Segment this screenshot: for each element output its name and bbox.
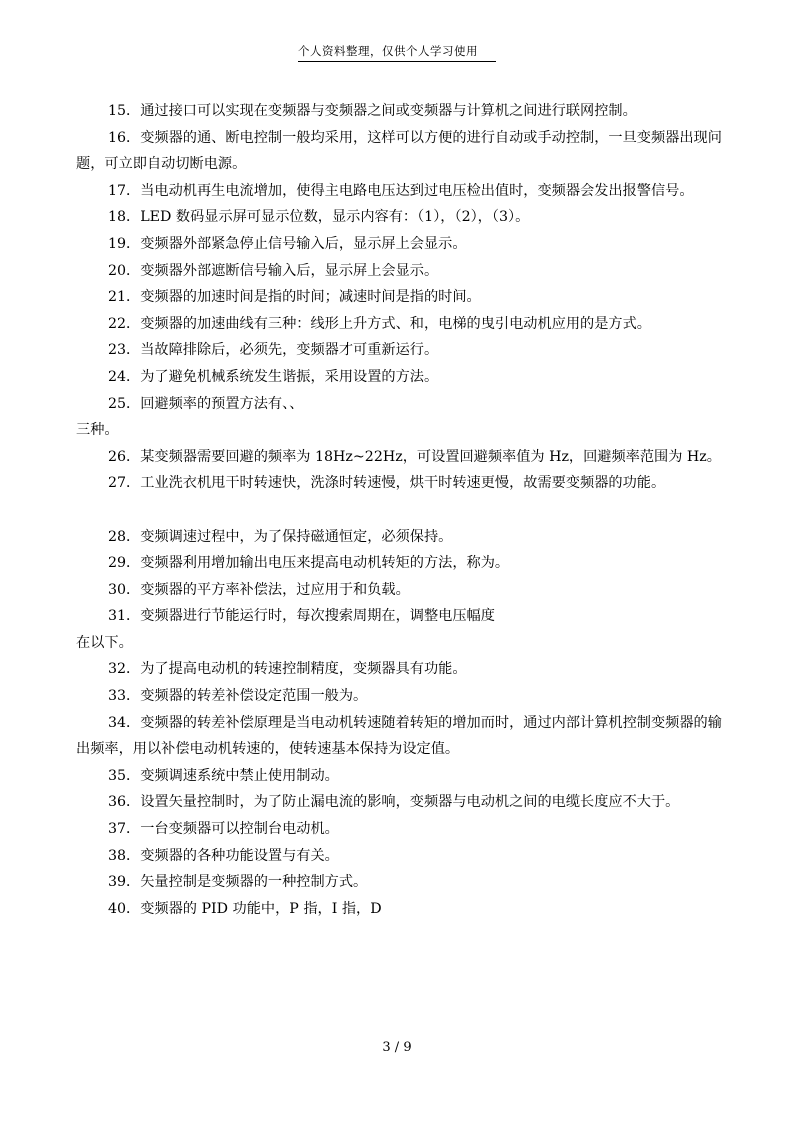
question-23: 23．当故障排除后，必须先，变频器才可重新运行。 — [108, 342, 439, 359]
question-29: 29．变频器利用增加输出电压来提高电动机转矩的方法，称为。 — [108, 555, 510, 572]
question-39: 39．矢量控制是变频器的一种控制方式。 — [108, 874, 368, 891]
question-40: 40．变频器的 PID 功能中，P 指，I 指，D — [108, 900, 382, 917]
header-underline — [298, 43, 496, 62]
question-19: 19．变频器外部紧急停止信号输入后，显示屏上会显示。 — [108, 235, 467, 252]
question-25-continuation: 三种。 — [76, 422, 119, 439]
question-38: 38．变频器的各种功能设置与有关。 — [108, 847, 339, 864]
question-25: 25．回避频率的预置方法有、、 — [108, 395, 304, 412]
question-37: 37．一台变频器可以控制台电动机。 — [108, 821, 339, 838]
blank-line — [76, 497, 726, 524]
question-21: 21．变频器的加速时间是指的时间；减速时间是指的时间。 — [108, 289, 481, 306]
question-15: 15．通过接口可以实现在变频器与变频器之间或变频器与计算机之间进行联网控制。 — [108, 103, 637, 119]
question-20: 20．变频器外部遮断信号输入后，显示屏上会显示。 — [108, 262, 439, 279]
page-number: 3 / 9 — [382, 1040, 412, 1055]
question-18: 18．LED 数码显示屏可显示位数，显示内容有：（1），（2），（3）。 — [108, 209, 530, 226]
question-31: 31．变频器进行节能运行时，每次搜索周期在，调整电压幅度 — [108, 608, 495, 625]
header-text: 个人资料整理，仅供个人学习使用 — [298, 44, 478, 58]
question-33: 33．变频器的转差补偿设定范围一般为。 — [108, 688, 368, 705]
question-list — [76, 98, 726, 922]
page-header — [0, 40, 794, 62]
question-22: 22．变频器的加速曲线有三种：线形上升方式、和，电梯的曳引电动机应用的是方式。 — [108, 315, 651, 332]
question-27: 27．工业洗衣机甩干时转速快，洗涤时转速慢，烘干时转速更慢，故需要变频器的功能。 — [108, 475, 666, 492]
question-16: 16．变频器的通、断电控制一般均采用，这样可以方便的进行自动或手动控制，一旦变频器出现问题，可立即自动切断电源。 — [76, 129, 722, 173]
question-36: 36．设置矢量控制时，为了防止漏电流的影响，变频器与电动机之间的电缆长度应不大于。 — [108, 794, 680, 811]
question-31-continuation: 在以下。 — [76, 634, 133, 651]
question-35: 35．变频调速系统中禁止使用制动。 — [108, 767, 339, 784]
question-32: 32．为了提高电动机的转速控制精度，变频器具有功能。 — [108, 661, 467, 678]
question-30: 30．变频器的平方率补偿法，过应用于和负载。 — [108, 581, 410, 598]
question-26: 26．某变频器需要回避的频率为 18Hz~22Hz，可设置回避频率值为 Hz，回避频率范围为 Hz。 — [108, 448, 721, 465]
question-34: 34．变频器的转差补偿原理是当电动机转速随着转矩的增加而时，通过内部计算机控制变频器的输出频率，用以补偿电动机转速的，使转速基本保持为设定值。 — [76, 714, 722, 758]
question-17: 17．当电动机再生电流增加，使得主电路电压达到过电压检出值时，变频器会发出报警信号。 — [108, 182, 694, 199]
question-24: 24．为了避免机械系统发生谐振，采用设置的方法。 — [108, 368, 439, 385]
question-28: 28．变频调速过程中，为了保持磁通恒定，必须保持。 — [108, 528, 453, 545]
